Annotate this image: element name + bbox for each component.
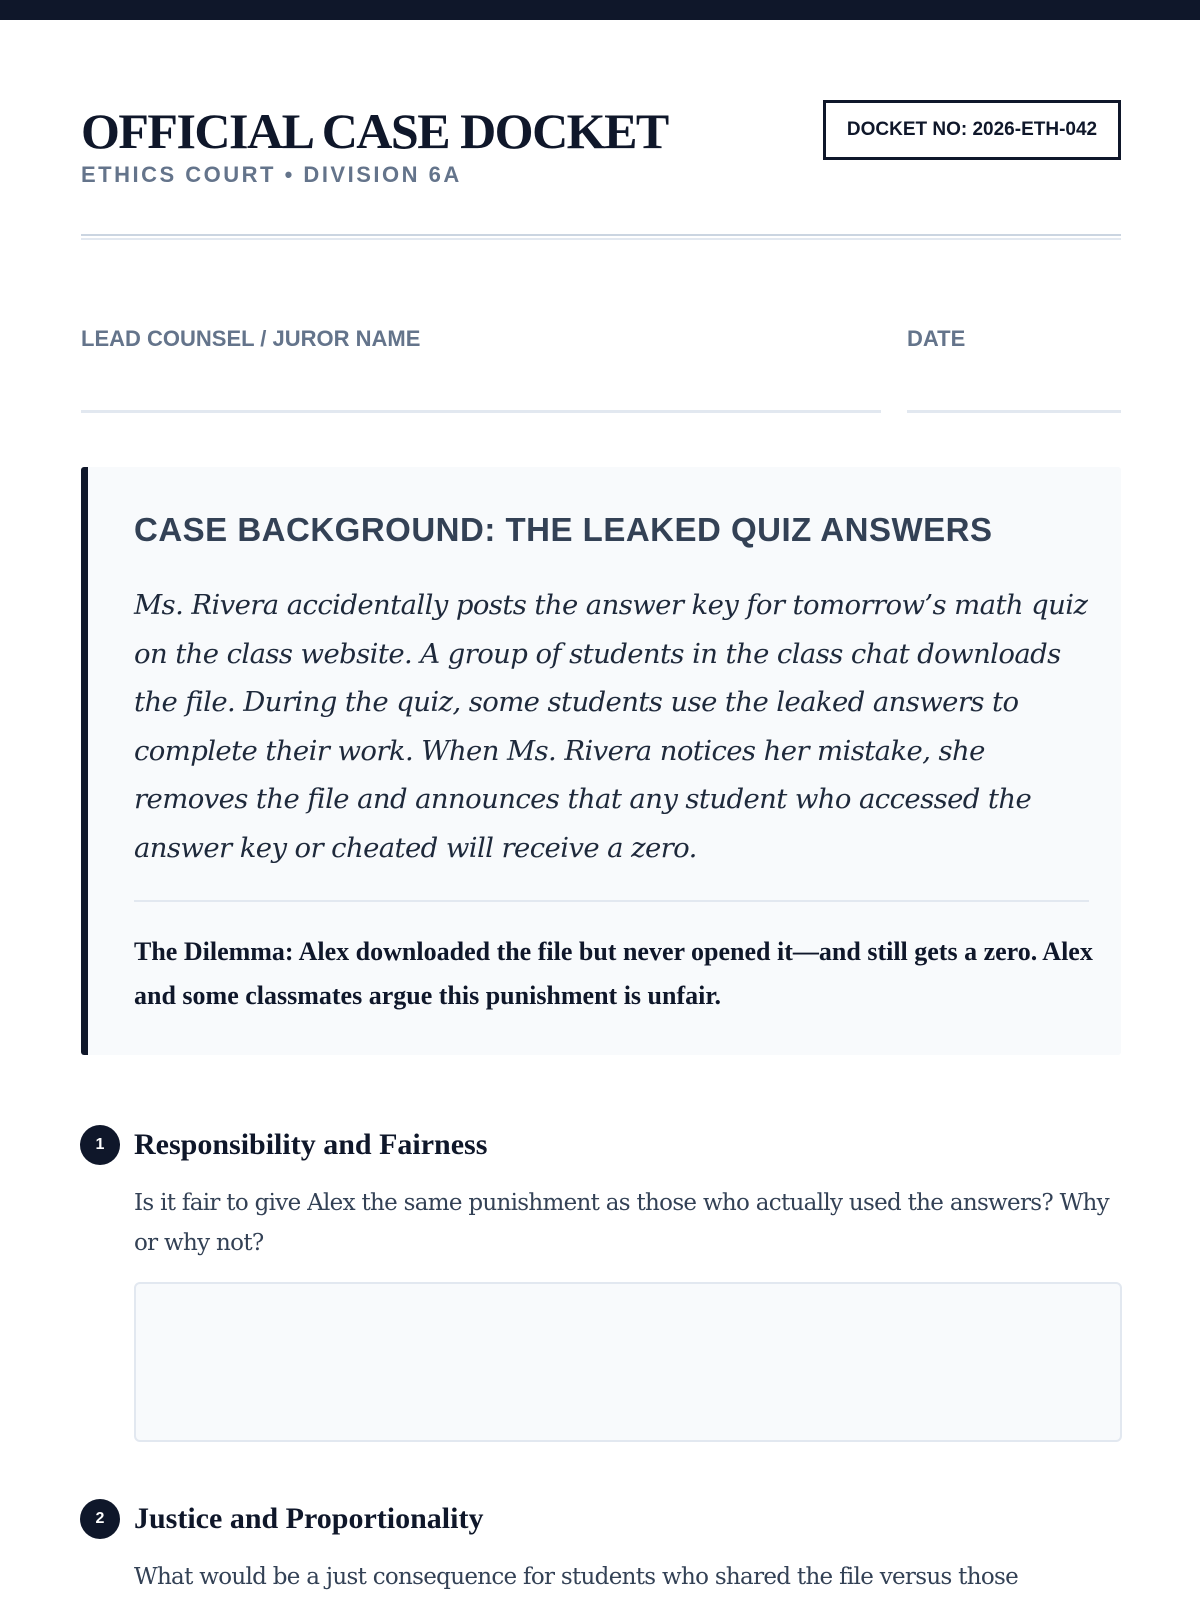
question-2-number-badge: 2 [80,1499,120,1539]
question-1-title: Responsibility and Fairness [134,1128,488,1161]
name-field-line[interactable] [81,410,881,413]
question-1-number-badge: 1 [80,1125,120,1165]
question-2-prompt: What would be a just consequence for students who shared the file versus those [134,1564,1018,1590]
header-divider [81,234,1121,240]
case-divider [134,900,1089,902]
page-subtitle: ETHICS COURT • DIVISION 6A [81,162,462,187]
question-2-title: Justice and Proportionality [134,1502,484,1535]
case-description: Ms. Rivera accidentally posts the answer key for tomorrow’s math quiz on the class website. A group of students in the class chat downloads the file. During the quiz, some students use the leaked answers to complete their work. When Ms. Rivera notices her mistake, she removes the file and announces that any student who accessed the answer key or cheated will receive a zero. [134,589,1088,864]
date-field-line[interactable] [907,410,1121,413]
dilemma-statement: The Dilemma: Alex downloaded the file but never opened it—and still gets a zero. Alex and some classmates argue this punishment is unfair. [134,937,1093,1010]
case-heading: CASE BACKGROUND: THE LEAKED QUIZ ANSWERS [134,511,993,548]
page-title: OFFICIAL CASE DOCKET [81,103,668,159]
question-1-prompt: Is it fair to give Alex the same punishment as those who actually used the answers? Why or why not? [134,1190,1109,1256]
docket-number-badge: DOCKET NO: 2026-ETH-042 [823,100,1121,160]
case-background-panel [81,467,1121,1055]
name-field-label: LEAD COUNSEL / JUROR NAME [81,326,421,351]
date-field-label: DATE [907,326,966,351]
top-bar [0,0,1200,20]
question-1-answer-box[interactable] [134,1282,1122,1442]
docket-header [81,100,1121,240]
